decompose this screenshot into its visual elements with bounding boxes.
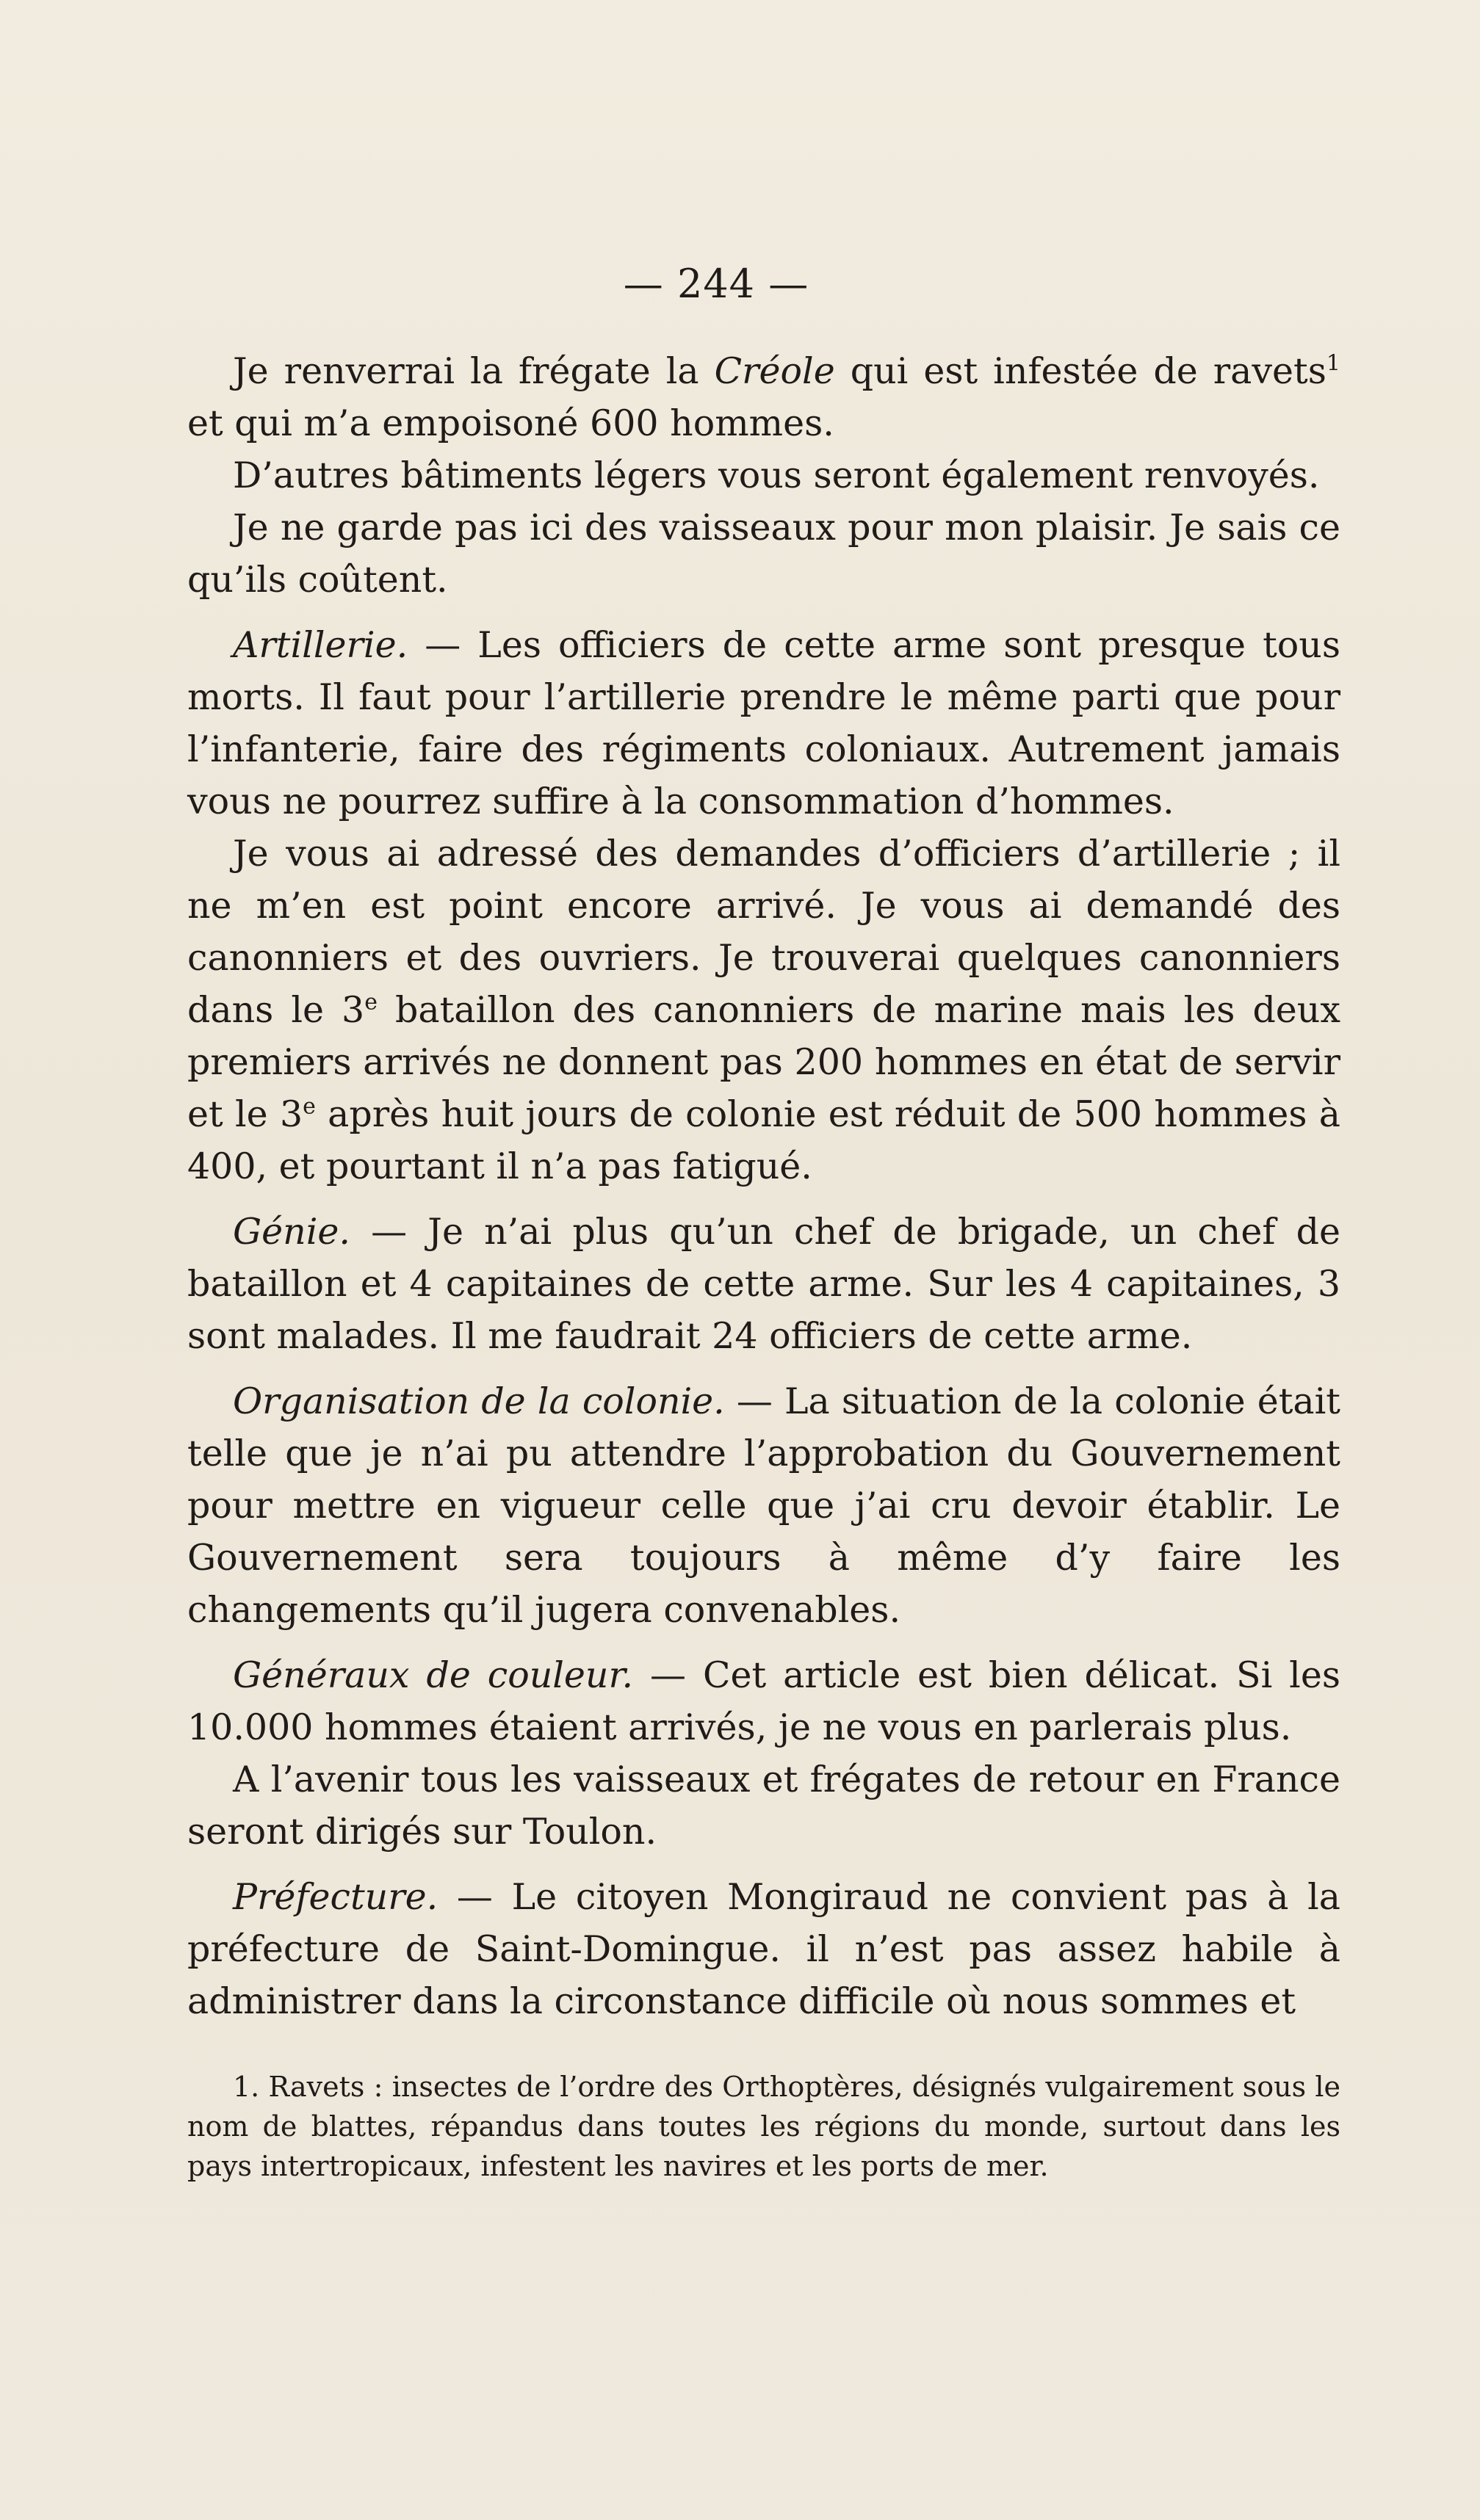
paragraph-organisation — [187, 1375, 1340, 1636]
paragraph-5-text-a: Je vous ai adressé des demandes d’officiers d’artillerie ; il ne m’en est point encore arrivé. Je vous ai demandé des canonniers et des ouvriers. Je trouverai quelques canonniers dans le 3 — [187, 833, 1340, 1031]
section-label-organisation: Organisation de la colonie. — [233, 1380, 725, 1422]
paragraph-artillerie — [187, 619, 1340, 828]
section-text-artillerie: — Les officiers de cette arme sont presque tous morts. Il faut pour l’artillerie prendre le même parti que pour l’infanterie, faire des régiments coloniaux. Autrement jamais vous ne pourrez suffire à la consommation d’hommes. — [187, 624, 1340, 822]
paragraph-2: D’autres bâtiments légers vous seront également renvoyés. — [233, 455, 1320, 496]
footnote-marker: 1 — [1326, 350, 1340, 377]
paragraph-5 — [187, 828, 1340, 1192]
page-number: — 244 — — [623, 261, 809, 307]
section-text-genie: — Je n’ai plus qu’un chef de brigade, un chef de bataillon et 4 capitaines de cette arme. Sur les 4 capitaines, 3 sont malades. Il me faudrait 24 officiers de cette arme. — [187, 1211, 1340, 1357]
section-text-organisation: — La situation de la colonie était telle que je n’ai pu attendre l’approbation du Gouvernement pour mettre en vigueur celle que j’ai cru devoir établir. Le Gouvernement sera toujours à même d’y faire les changements qu’il jugera convenables. — [187, 1380, 1340, 1631]
section-label-artillerie: Artillerie. — [233, 624, 408, 666]
section-label-generaux: Généraux de couleur. — [233, 1654, 634, 1696]
paragraph-1-text-a: Je renverrai la frégate la — [233, 350, 715, 392]
paragraph-prefecture — [187, 1871, 1340, 2027]
ship-name: Créole — [714, 350, 835, 392]
footnotes — [187, 2067, 1340, 2186]
paragraph-1 — [187, 345, 1340, 449]
section-text-prefecture: — Le citoyen Mongiraud ne convient pas à la préfecture de Saint-Domingue. il n’est pas assez habile à administrer dans la circonstance difficile où nous sommes et — [187, 1876, 1340, 2022]
section-label-genie: Génie. — [233, 1211, 350, 1253]
paragraph-generaux — [187, 1649, 1340, 1753]
paragraph-3: Je ne garde pas ici des vaisseaux pour mon plaisir. Je sais ce qu’ils coûtent. — [187, 507, 1340, 601]
footnote-1: 1. Ravets : insectes de l’ordre des Orthoptères, désignés vulgairement sous le nom de blattes, répandus dans toutes les régions du monde, surtout dans les pays intertropicaux, infestent les navires et les ports de mer. — [187, 2071, 1340, 2182]
paragraph-5-text-c: après huit jours de colonie est réduit de 500 hommes à 400, et pourtant il n’a pas fatigué. — [187, 1093, 1341, 1187]
section-text-generaux: — Cet article est bien délicat. Si les 10.000 hommes étaient arrivés, je ne vous en parlerais plus. — [187, 1654, 1340, 1748]
paragraph-9: A l’avenir tous les vaisseaux et frégates de retour en France seront dirigés sur Toulon. — [187, 1759, 1340, 1853]
paragraph-5-text-b: bataillon des canonniers de marine mais les deux premiers arrivés ne donnent pas 200 hommes en état de servir et le 3 — [187, 989, 1341, 1135]
section-label-prefecture: Préfecture. — [233, 1876, 438, 1918]
main-text — [187, 345, 1340, 2027]
paragraph-genie — [187, 1206, 1340, 1362]
paragraph-1-text-c: et qui m’a empoisoné 600 hommes. — [187, 402, 834, 444]
ordinal-superscript: e — [303, 1093, 316, 1120]
paragraph-1-text-b: qui est infestée de ravets — [834, 350, 1326, 392]
ordinal-superscript: e — [364, 989, 378, 1015]
